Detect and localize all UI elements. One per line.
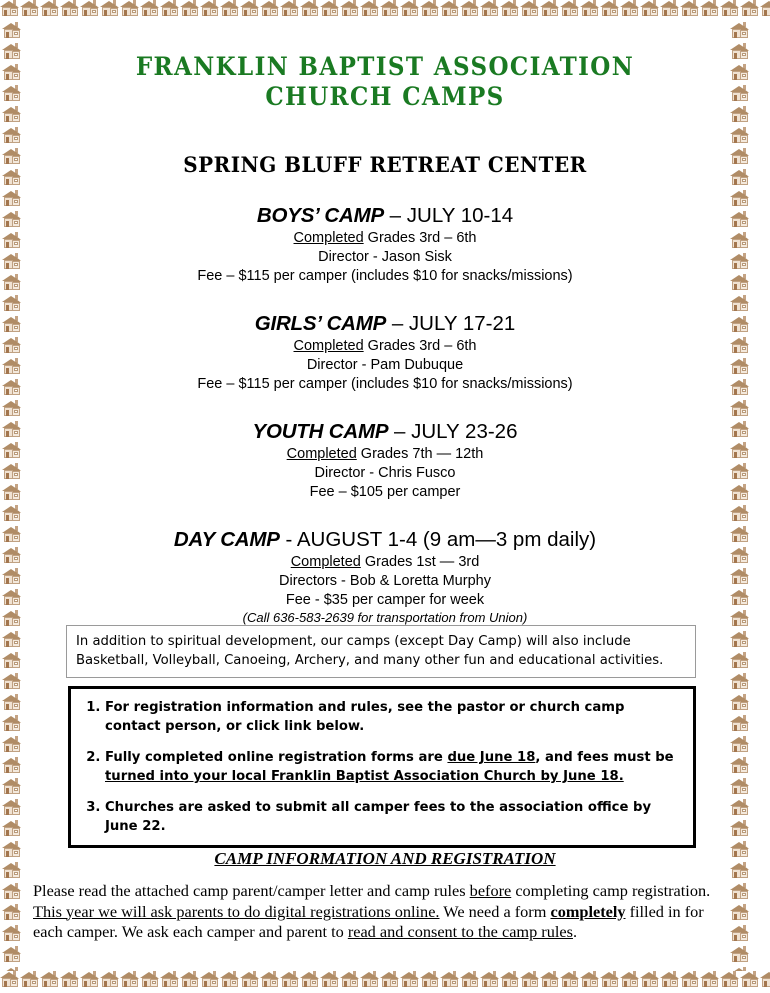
house-icon: [640, 0, 660, 18]
rule-3-text: Churches are asked to submit all camper fees to the association office by June 22.: [105, 800, 652, 834]
house-icon: [2, 295, 22, 313]
house-icon: [2, 22, 22, 40]
rule-2-turn-in: turned into your local Franklin Baptist Association Church by June 18.: [105, 769, 624, 784]
house-icon: [420, 0, 440, 18]
camp-dates: - AUGUST 1-4 (9 am—3 pm daily): [279, 528, 597, 551]
house-icon: [240, 971, 260, 989]
camp-name: BOYS’ CAMP: [256, 204, 384, 227]
house-icon: [220, 0, 240, 18]
house-icon: [730, 589, 750, 607]
rule-2-text-b: , and fees must be: [535, 750, 674, 765]
house-icon: [730, 148, 750, 166]
house-icon: [480, 0, 500, 18]
house-icon: [2, 736, 22, 754]
house-icon: [2, 148, 22, 166]
house-icon: [2, 421, 22, 439]
house-icon: [140, 971, 160, 989]
house-icon: [640, 971, 660, 989]
house-icon: [200, 971, 220, 989]
house-icon: [730, 967, 750, 971]
house-icon: [180, 971, 200, 989]
house-icon: [360, 0, 380, 18]
house-icon: [730, 715, 750, 733]
house-icon: [420, 971, 440, 989]
house-icon: [2, 211, 22, 229]
footer-emphasis-completely: completely: [550, 901, 626, 921]
camp-dates: – JULY 17-21: [386, 312, 516, 335]
house-icon: [2, 43, 22, 61]
house-icon: [260, 0, 280, 18]
house-icon: [460, 971, 480, 989]
house-icon: [600, 0, 620, 18]
house-icon: [300, 971, 320, 989]
house-icon: [2, 757, 22, 775]
house-icon: [730, 358, 750, 376]
house-icon: [730, 232, 750, 250]
house-icon: [730, 43, 750, 61]
camp-grades-label: Completed: [290, 554, 361, 570]
house-icon: [120, 0, 140, 18]
camp-section-day: [0, 527, 770, 626]
house-icon: [2, 253, 22, 271]
house-icon: [80, 0, 100, 18]
house-icon: [730, 484, 750, 502]
camp-grades-value: Grades 7th — 12th: [356, 446, 484, 462]
house-icon: [2, 106, 22, 124]
house-icon: [2, 862, 22, 880]
footer-heading: [0, 849, 770, 869]
house-icon: [730, 85, 750, 103]
house-icon: [730, 925, 750, 943]
house-icon: [660, 971, 680, 989]
house-icon: [620, 0, 640, 18]
house-icon: [2, 799, 22, 817]
house-icon: [280, 0, 300, 18]
house-icon: [2, 358, 22, 376]
house-icon: [280, 971, 300, 989]
camp-heading: [0, 419, 770, 444]
footer-heading-text: CAMP INFORMATION AND REGISTRATION: [214, 849, 556, 868]
house-icon: [2, 190, 22, 208]
house-icon: [2, 715, 22, 733]
camp-director: Director - Jason Sisk: [318, 249, 452, 265]
camp-grades: [0, 337, 770, 355]
house-icon: [2, 64, 22, 82]
house-icon: [100, 971, 120, 989]
camp-grades-value: Grades 1st — 3rd: [360, 554, 480, 570]
house-icon: [730, 694, 750, 712]
house-icon: [500, 0, 520, 18]
house-icon: [730, 505, 750, 523]
house-icon: [340, 0, 360, 18]
house-icon: [2, 925, 22, 943]
rules-list: [77, 698, 683, 836]
camp-name: GIRLS’ CAMP: [254, 312, 387, 335]
house-icon: [180, 0, 200, 18]
house-icon: [2, 967, 22, 971]
house-icon: [660, 0, 680, 18]
house-icon: [440, 971, 460, 989]
house-icon: [2, 442, 22, 460]
house-icon: [400, 971, 420, 989]
camp-director: Director - Pam Dubuque: [306, 357, 464, 373]
house-icon: [540, 0, 560, 18]
house-icon: [730, 421, 750, 439]
house-icon: [720, 0, 740, 18]
house-icon: [2, 169, 22, 187]
house-icon: [40, 0, 60, 18]
house-icon: [730, 337, 750, 355]
camp-dates: – JULY 10-14: [383, 204, 514, 227]
house-icon: [260, 971, 280, 989]
house-icon: [160, 0, 180, 18]
decorative-border-bottom: [0, 971, 770, 993]
footer-text-b: completing camp registration.: [511, 881, 711, 900]
house-icon: [730, 400, 750, 418]
house-icon: [730, 568, 750, 586]
house-icon: [40, 971, 60, 989]
house-icon: [740, 0, 760, 18]
house-icon: [60, 0, 80, 18]
camp-transportation-note: (Call 636-583-2639 for transportation from Union): [242, 610, 528, 625]
house-icon: [730, 799, 750, 817]
house-icon: [0, 971, 20, 989]
house-icon: [2, 547, 22, 565]
house-icon: [380, 0, 400, 18]
house-icon: [220, 971, 240, 989]
house-icon: [2, 610, 22, 628]
house-icon: [560, 971, 580, 989]
rules-list-item: [105, 798, 683, 836]
house-icon: [730, 127, 750, 145]
house-icon: [2, 820, 22, 838]
house-icon: [380, 971, 400, 989]
house-icon: [580, 0, 600, 18]
house-icon: [2, 463, 22, 481]
camp-section-girls: [0, 311, 770, 393]
camp-heading: [0, 527, 770, 552]
footer-digital-registration: This year we will ask parents to do digital registrations online.: [33, 901, 440, 921]
house-icon: [730, 904, 750, 922]
camp-grades: [0, 553, 770, 571]
house-icon: [2, 841, 22, 859]
house-icon: [720, 971, 740, 989]
house-icon: [2, 904, 22, 922]
house-icon: [730, 946, 750, 964]
camp-grades-label: Completed: [293, 338, 364, 354]
house-icon: [730, 610, 750, 628]
house-icon: [730, 211, 750, 229]
house-icon: [300, 0, 320, 18]
house-icon: [480, 971, 500, 989]
rules-list-item: [105, 698, 683, 736]
activities-info-text: In addition to spiritual development, our camps (except Day Camp) will also include Basketball, Volleyball, Canoeing, Archery, and many other fun and educational activities.: [76, 634, 664, 668]
house-icon: [60, 971, 80, 989]
house-icon: [730, 841, 750, 859]
house-icon: [100, 0, 120, 18]
house-icon: [680, 971, 700, 989]
house-icon: [700, 0, 720, 18]
camp-fee: Fee - $35 per camper for week: [285, 592, 485, 608]
house-icon: [2, 316, 22, 334]
rule-2-due-date: due June 18: [447, 750, 536, 765]
house-icon: [730, 316, 750, 334]
house-icon: [2, 505, 22, 523]
house-icon: [2, 127, 22, 145]
camp-grades: [0, 445, 770, 463]
house-icon: [2, 946, 22, 964]
camp-name: YOUTH CAMP: [252, 420, 389, 443]
venue-heading: SPRING BLUFF RETREAT CENTER: [183, 152, 587, 177]
footer-text-e: .: [572, 922, 578, 941]
house-icon: [580, 971, 600, 989]
house-icon: [730, 778, 750, 796]
rule-2-text-a: Fully completed online registration forms are: [105, 750, 448, 765]
house-icon: [730, 379, 750, 397]
title-line-1: FRANKLIN BAPTIST ASSOCIATION: [135, 52, 635, 81]
camp-fee: Fee – $105 per camper: [309, 484, 461, 500]
camp-name: DAY CAMP: [173, 528, 280, 551]
decorative-border-right: [730, 22, 754, 971]
house-icon: [730, 442, 750, 460]
house-icon: [400, 0, 420, 18]
house-icon: [730, 253, 750, 271]
house-icon: [200, 0, 220, 18]
house-icon: [320, 0, 340, 18]
house-icon: [730, 631, 750, 649]
decorative-border-left: [2, 22, 26, 971]
house-icon: [520, 0, 540, 18]
house-icon: [730, 547, 750, 565]
house-icon: [20, 0, 40, 18]
footer-camp-rules-link: read and consent to the camp rules: [347, 922, 573, 941]
camp-grades-label: Completed: [293, 230, 364, 246]
house-icon: [140, 0, 160, 18]
house-icon: [2, 589, 22, 607]
footer-text-d: filled in for each camper. We ask each camper and parent to: [33, 901, 704, 941]
house-icon: [500, 971, 520, 989]
house-icon: [240, 0, 260, 18]
registration-rules-box: [68, 686, 696, 848]
house-icon: [2, 274, 22, 292]
activities-info-box: [66, 625, 696, 678]
house-icon: [460, 0, 480, 18]
house-icon: [680, 0, 700, 18]
house-icon: [2, 484, 22, 502]
house-icon: [730, 463, 750, 481]
house-icon: [520, 971, 540, 989]
camp-fee: Fee – $115 per camper (includes $10 for snacks/missions): [197, 376, 573, 392]
house-icon: [730, 673, 750, 691]
house-icon: [730, 64, 750, 82]
camp-section-youth: [0, 419, 770, 501]
camp-fee: Fee – $115 per camper (includes $10 for snacks/missions): [197, 268, 573, 284]
house-icon: [20, 971, 40, 989]
rule-1-text: For registration information and rules, see the pastor or church camp contact person, or click link below.: [105, 700, 625, 734]
house-icon: [730, 274, 750, 292]
house-icon: [120, 971, 140, 989]
house-icon: [320, 971, 340, 989]
house-icon: [730, 862, 750, 880]
house-icon: [2, 232, 22, 250]
camp-director: Directors - Bob & Loretta Murphy: [279, 573, 491, 589]
camp-grades-value: Grades 3rd – 6th: [363, 230, 477, 246]
house-icon: [0, 0, 20, 18]
house-icon: [600, 971, 620, 989]
house-icon: [2, 883, 22, 901]
house-icon: [160, 971, 180, 989]
camp-grades-value: Grades 3rd – 6th: [363, 338, 477, 354]
house-icon: [730, 106, 750, 124]
title-line-2: CHURCH CAMPS: [265, 82, 505, 111]
camp-grades: [0, 229, 770, 247]
house-icon: [730, 820, 750, 838]
house-icon: [740, 971, 760, 989]
house-icon: [730, 169, 750, 187]
house-icon: [2, 526, 22, 544]
decorative-border-top: [0, 0, 770, 22]
house-icon: [540, 971, 560, 989]
house-icon: [730, 190, 750, 208]
house-icon: [2, 652, 22, 670]
house-icon: [2, 568, 22, 586]
camp-director: Director - Chris Fusco: [314, 465, 456, 481]
house-icon: [730, 526, 750, 544]
house-icon: [2, 694, 22, 712]
house-icon: [2, 400, 22, 418]
footer-paragraph: [33, 881, 737, 943]
footer-text-a: Please read the attached camp parent/camper letter and camp rules: [33, 881, 470, 900]
house-icon: [760, 0, 770, 18]
house-icon: [360, 971, 380, 989]
house-icon: [620, 971, 640, 989]
house-icon: [730, 22, 750, 40]
house-icon: [730, 295, 750, 313]
house-icon: [760, 971, 770, 989]
house-icon: [730, 757, 750, 775]
footer-text-c: We need a form: [439, 901, 551, 921]
house-icon: [80, 971, 100, 989]
camp-heading: [0, 311, 770, 336]
house-icon: [2, 778, 22, 796]
footer-emphasis-before: before: [469, 881, 512, 900]
house-icon: [2, 379, 22, 397]
camp-section-boys: [0, 203, 770, 285]
house-icon: [2, 337, 22, 355]
house-icon: [440, 0, 460, 18]
camp-heading: [0, 203, 770, 228]
house-icon: [700, 971, 720, 989]
house-icon: [2, 85, 22, 103]
house-icon: [2, 673, 22, 691]
house-icon: [340, 971, 360, 989]
house-icon: [730, 652, 750, 670]
camp-dates: – JULY 23-26: [388, 420, 518, 443]
house-icon: [560, 0, 580, 18]
house-icon: [2, 631, 22, 649]
rules-list-item: [105, 748, 683, 786]
house-icon: [730, 736, 750, 754]
camp-grades-label: Completed: [286, 446, 357, 462]
house-icon: [730, 883, 750, 901]
